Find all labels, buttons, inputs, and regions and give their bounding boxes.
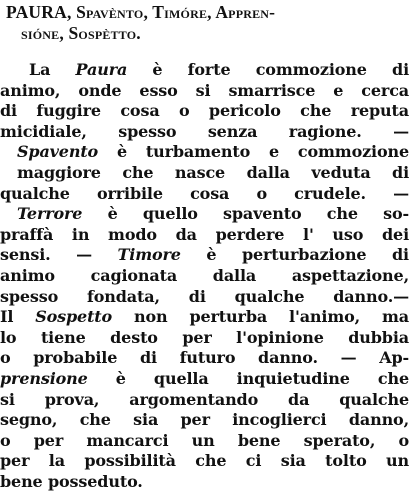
synonym-list: Spavènto, Timóre, Appren- [76, 2, 276, 22]
body-line: praffà in modo da perdere l' uso dei [0, 224, 409, 244]
body-line: micidiale, spesso senza ragione. — [0, 121, 409, 141]
body-line: o probabile di futuro danno. — Ap- [0, 348, 409, 368]
body-line: bene posseduto. [0, 471, 143, 491]
body-line: Il Sospetto non perturba l'animo, ma [0, 307, 409, 327]
body-line: La Paura è forte commozione di [29, 60, 409, 79]
body-line: animo, onde esso si smarrisce e cerca [0, 80, 409, 100]
body-line: per la possibilità che ci sia tolto un [0, 451, 409, 471]
body-line: maggiore che nasce dalla veduta di [17, 162, 409, 182]
headword: PAURA, [6, 2, 77, 22]
body-line: Terrore è quello spavento che so- [17, 204, 409, 224]
entry-heading [6, 2, 404, 44]
body-line: o per mancarci un bene sperato, o [0, 430, 409, 450]
heading-line-2: sióne, Sospètto. [21, 23, 141, 43]
body-line: qualche orribile cosa o crudele. — [0, 183, 409, 203]
body-line: spesso fondata, di qualche danno.— [0, 286, 409, 306]
term-spavento: Spavento [17, 142, 99, 162]
body-line: si prova, argomentando da qualche [0, 389, 409, 409]
heading-line-1 [6, 2, 404, 23]
term-terrore: Terrore [17, 204, 83, 224]
body-line: prensione è quella inquietudine che [0, 368, 409, 388]
body-line: segno, che sia per incoglierci danno, [0, 410, 409, 430]
body-line: lo tiene desto per l'opinione dubbia [0, 327, 409, 347]
body-line: sensi. — Timore è perturbazione di [0, 245, 409, 265]
body-line: Spavento è turbamento e commozione [17, 142, 409, 162]
term-sospetto: Sospetto [35, 307, 113, 327]
body-line: animo cagionata dalla aspettazione, [0, 265, 409, 285]
term-paura: Paura [75, 60, 128, 79]
term-apprensione: prensione [0, 368, 88, 388]
entry-body [0, 60, 409, 492]
term-timore: Timore [117, 245, 181, 265]
body-line: di fuggire cosa o pericolo che reputa [0, 101, 409, 121]
